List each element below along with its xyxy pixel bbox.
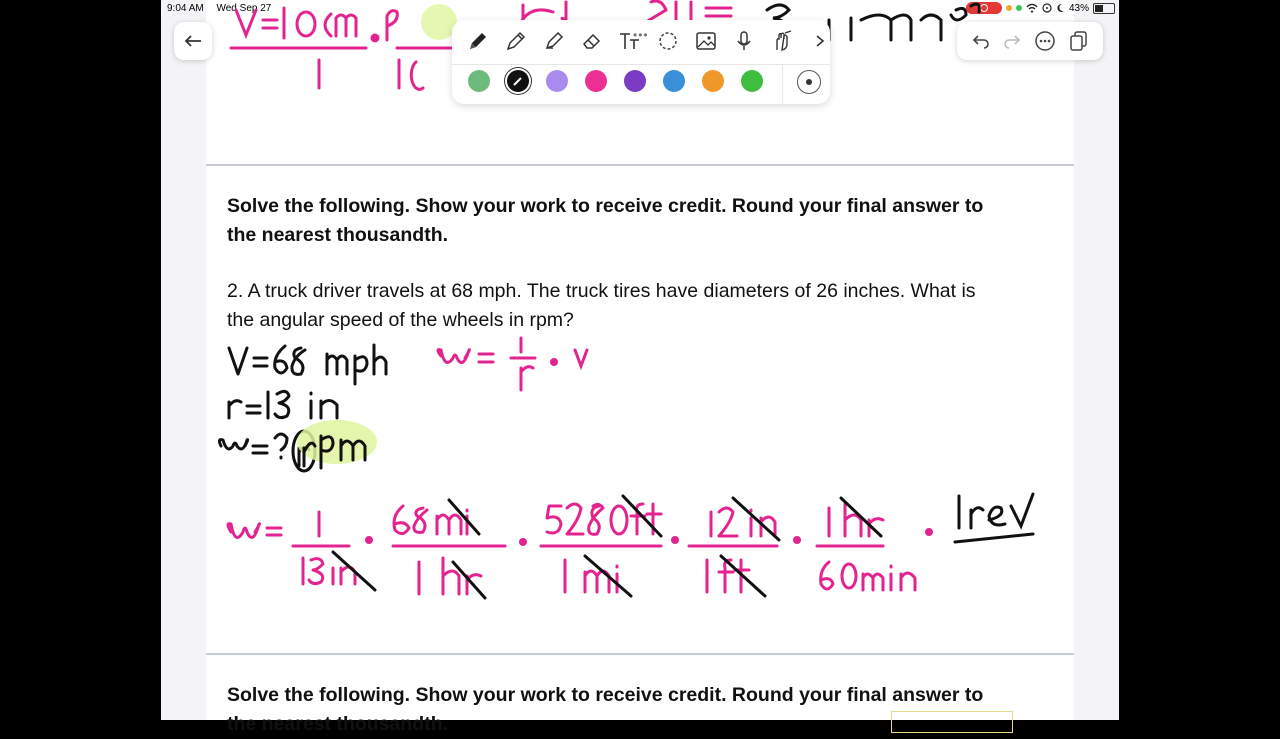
toolbar-drag-handle[interactable]: ••• [633,28,649,42]
status-date: Wed Sep 27 [216,3,272,14]
battery-percent: 43% [1068,2,1089,14]
instruction-text: Solve the following. Show your work to receive credit. Round your final answer to the nearest thousandth. [227,195,984,246]
status-time: 9:04 AM [167,3,204,14]
one-rev-ink [955,494,1033,542]
instruction-text-bottom: Solve the following. Show your work to receive credit. Round your final answer to the nearest thousandth. [227,684,984,735]
conversion-ink [161,0,1119,720]
problem-2-text: 2. A truck driver travels at 68 mph. The truck tires have diameters of 26 inches. What is the angular speed of the wheels in rpm? [227,280,976,331]
ipad-screen [161,0,1119,735]
